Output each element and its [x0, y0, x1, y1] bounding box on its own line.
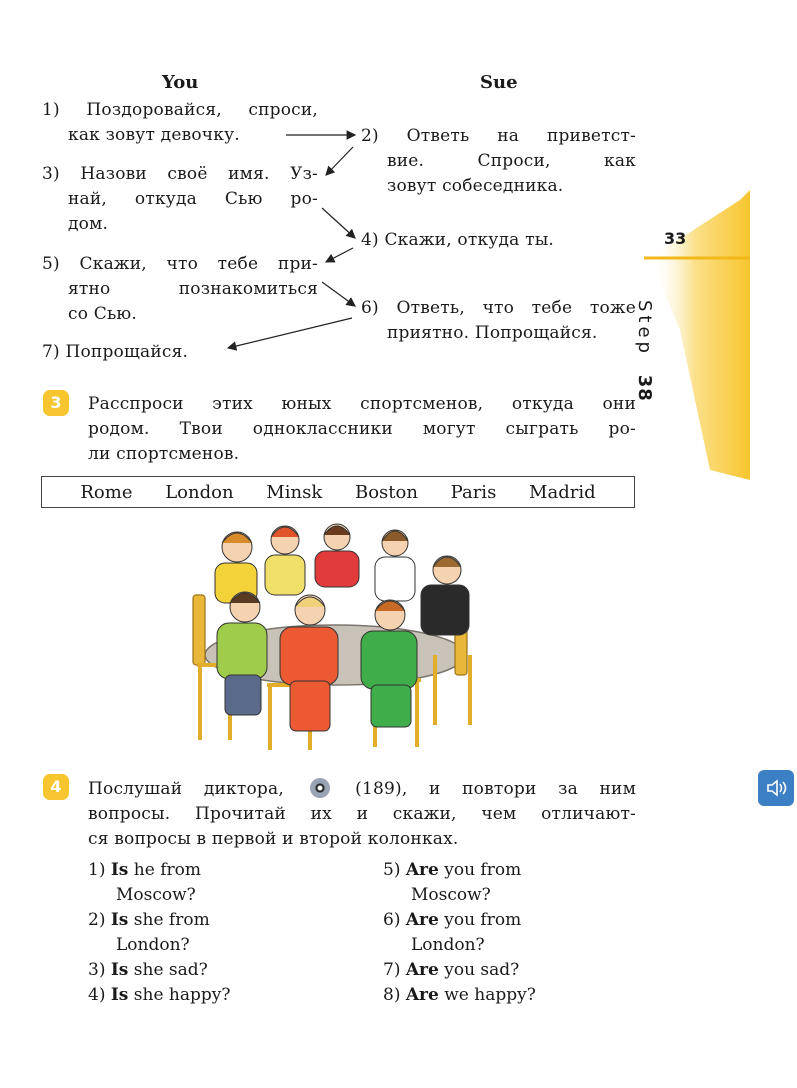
you-line-1: 1) Поздоровайся, спроси, как зовут девочку.	[42, 100, 319, 145]
sue-line-4: 4) Скажи, откуда ты.	[361, 230, 555, 250]
question-7: 7) Are you sad?	[383, 960, 520, 980]
arrow-3-4	[322, 208, 355, 238]
cd-icon[interactable]	[310, 778, 330, 798]
exercise-3-badge: 3	[43, 390, 69, 416]
question-6: 6) Are you from	[383, 910, 522, 930]
sue-line-2: 2) Ответь на приветст- вие. Спроси, как зовут собеседника.	[361, 126, 636, 196]
city-minsk: Minsk	[266, 481, 323, 503]
step-word: Step	[634, 300, 655, 357]
question-6-cont: London?	[411, 935, 485, 955]
question-4: 4) Is she happy?	[88, 985, 231, 1005]
page-number: 33	[664, 229, 687, 248]
city-london: London	[165, 481, 234, 503]
question-1-cont: Moscow?	[116, 885, 196, 905]
question-2-cont: London?	[116, 935, 190, 955]
question-3: 3) Is she sad?	[88, 960, 208, 980]
children-at-table-illustration	[185, 515, 490, 755]
question-8: 8) Are we happy?	[383, 985, 536, 1005]
cities-box	[41, 476, 635, 508]
you-line-5: 5) Скажи, что тебе при- ятно познакомиться со Сью.	[42, 254, 318, 324]
city-paris: Paris	[450, 481, 497, 503]
exercise-4-instructions: Послушай диктора, (189), и повтори за ним вопросы. Прочитай их и скажи, чем отличают- ся вопросы в первой и второй колонках.	[88, 779, 636, 849]
arrow-5-6	[322, 282, 355, 306]
sue-line-6: 6) Ответь, что тебе тоже приятно. Попрощайся.	[361, 298, 636, 343]
exercise-4-badge: 4	[43, 774, 69, 800]
question-1: 1) Is he from	[88, 860, 201, 880]
question-5-cont: Moscow?	[411, 885, 491, 905]
arrow-6-7	[228, 318, 352, 348]
you-line-3: 3) Назови своё имя. Уз- най, откуда Сью ро- дом.	[42, 164, 318, 234]
question-5: 5) Are you from	[383, 860, 522, 880]
dialogue-arrows	[0, 0, 797, 400]
city-madrid: Madrid	[529, 481, 596, 503]
question-2: 2) Is she from	[88, 910, 210, 930]
speaker-icon[interactable]	[758, 770, 794, 806]
arrow-4-5	[326, 248, 353, 262]
exercise-3-instructions: Расспроси этих юных спортсменов, откуда они родом. Твои одноклассники могут сыграть ро- ли спортсменов.	[88, 394, 636, 464]
you-line-7: 7) Попрощайся.	[42, 342, 189, 362]
questions-right-column	[383, 858, 643, 1008]
step-number: 38	[634, 374, 655, 402]
arrow-2-3	[326, 147, 353, 175]
questions-left-column	[88, 858, 348, 1008]
city-boston: Boston	[354, 481, 418, 503]
you-header: You	[162, 72, 199, 93]
sue-header: Sue	[480, 72, 518, 93]
city-rome: Rome	[80, 481, 133, 503]
